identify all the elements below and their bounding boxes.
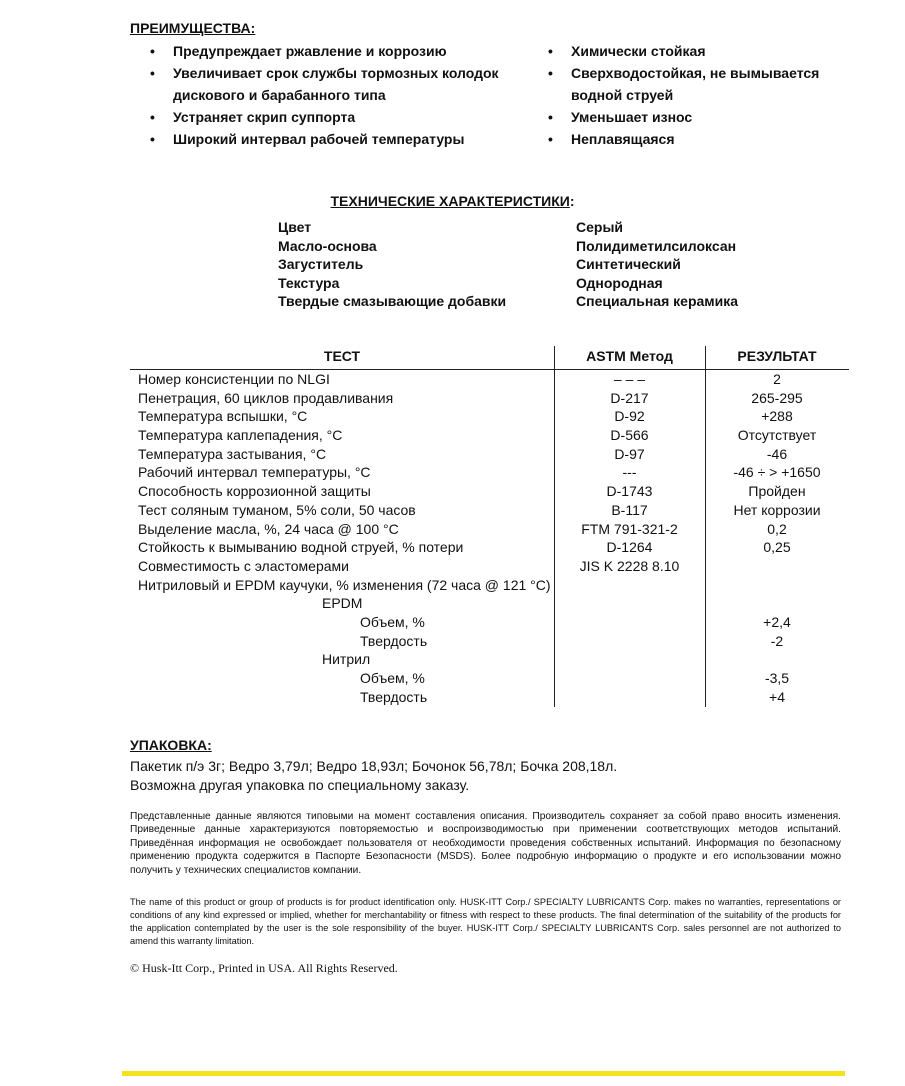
cell-test: Твердость [360, 688, 428, 705]
table-row [130, 501, 849, 520]
table-row [130, 688, 849, 707]
cell-test: Нитриловый и EPDM каучуки, % изменения (72 часа @ 121 °С) [138, 576, 551, 593]
cell-result: Пройден [748, 483, 806, 500]
cell-test: Объем, % [360, 670, 425, 686]
cell-method: D-566 [610, 427, 649, 444]
test-results-table [130, 346, 849, 706]
table-row [130, 632, 849, 651]
spec-value: Полидиметилсилоксан [576, 237, 737, 254]
table-row [130, 520, 849, 539]
cell-result: -46 [766, 445, 788, 462]
cell-test: Способность коррозионной защиты [138, 483, 371, 500]
cell-test: Совместимость с эластомерами [138, 557, 349, 574]
advantage-item: • Уменьшает износ [528, 106, 828, 128]
cell-method: D-1264 [606, 539, 653, 556]
table-row [130, 407, 849, 426]
tech-specs-list [278, 218, 838, 311]
cell-method: – – – [613, 371, 646, 387]
cell-test: Твердость [360, 632, 428, 649]
advantage-item: • Предупреждает ржавление и коррозию [130, 40, 510, 62]
table-row [130, 613, 849, 632]
packaging-note: Возможна другая упаковка по специальному заказу. [130, 777, 470, 793]
cell-test: Температура каплепадения, °С [138, 427, 343, 444]
spec-value: Синтетический [576, 256, 681, 272]
packaging-options: Пакетик п/э 3г; Ведро 3,79л; Ведро 18,93л; Бочонок 56,78л; Бочка 208,18л. [130, 758, 618, 774]
cell-test: EPDM [322, 595, 363, 612]
table-row [130, 650, 849, 669]
table-row [130, 482, 849, 501]
cell-result: -2 [770, 632, 784, 649]
cell-method: D-217 [610, 389, 649, 406]
advantages-list-right [528, 40, 828, 150]
cell-test: Температура вспышки, °С [138, 408, 308, 425]
cell-result: Нет коррозии [733, 501, 821, 518]
spec-row [278, 237, 838, 256]
spec-row [278, 255, 838, 274]
cell-test: Рабочий интервал температуры, °С [138, 464, 371, 481]
tech-specs-title-text: ТЕХНИЧЕСКИЕ ХАРАКТЕРИСТИКИ [330, 193, 570, 209]
cell-test: Номер консистенции по NLGI [138, 371, 330, 387]
table-body [130, 370, 849, 706]
spec-name: Масло-основа [278, 237, 377, 254]
advantages-title: ПРЕИМУЩЕСТВА: [130, 20, 256, 36]
table-header [130, 346, 849, 370]
cell-method: JIS K 2228 8.10 [579, 557, 680, 574]
copyright-notice: © Husk-Itt Corp., Printed in USA. All Rights Reserved. [130, 961, 398, 975]
table-row [130, 538, 849, 557]
spec-row [278, 274, 838, 293]
header-test: ТЕСТ [323, 348, 361, 364]
cell-result: -46 ÷ > +1650 [733, 464, 821, 481]
cell-method: D-97 [614, 445, 645, 462]
cell-result: 0,2 [767, 520, 787, 537]
header-method: ASTM Метод [586, 348, 673, 364]
cell-result: +4 [769, 688, 785, 705]
disclaimer-russian: Представленные данные являются типовыми на момент составления описания. Производитель сохраняет за собой право вносить изменения. Приведенные данные характеризуются повторяемостью и воспроизводимостью при применении соответствующих методов испытаний. Приведённая информация не освобождает пользователя от необходимости проведения собственных испытаний. Информация по безопасному применению продукта содержится в Паспорте Безопасности (MSDS). Более подробную информацию о продукте и его использовании можно получить у технических специалистов компании. [130, 811, 841, 876]
table-row [130, 594, 849, 613]
cell-test: Выделение масла, %, 24 часа @ 100 °С [138, 520, 399, 537]
cell-result: 265-295 [751, 389, 803, 406]
table-row [130, 445, 849, 464]
cell-result: 2 [773, 371, 781, 387]
cell-test: Объем, % [360, 613, 425, 630]
advantage-item: • Устраняет скрип суппорта [130, 106, 510, 128]
spec-row [278, 292, 838, 311]
cell-method: FTM 791-321-2 [581, 520, 678, 537]
cell-result: -3,5 [764, 670, 790, 686]
spec-row [278, 218, 838, 237]
spec-name: Текстура [278, 274, 340, 291]
table-row [130, 426, 849, 445]
cell-method: --- [622, 464, 637, 481]
advantage-item: • Увеличивает срок службы тормозных колодок дискового и барабанного типа [130, 62, 510, 106]
tech-specs-title [0, 193, 905, 209]
cell-test: Пенетрация, 60 циклов продавливания [138, 389, 394, 406]
spec-name: Твердые смазывающие добавки [278, 293, 507, 309]
cell-method: D-1743 [606, 483, 653, 500]
table-row [130, 463, 849, 482]
header-result: РЕЗУЛЬТАТ [737, 348, 817, 364]
cell-test: Нитрил [322, 651, 371, 668]
cell-test: Стойкость к вымыванию водной струей, % потери [138, 539, 464, 556]
spec-value: Серый [576, 219, 624, 235]
table-row [130, 576, 849, 595]
cell-method: D-92 [614, 408, 645, 425]
cell-result: +288 [761, 408, 793, 425]
cell-method: B-117 [611, 501, 648, 518]
cell-test: Температура застывания, °С [138, 445, 327, 462]
table-row [130, 389, 849, 408]
table-row [130, 669, 849, 688]
advantages-list-left [130, 40, 510, 150]
advantage-item: • Широкий интервал рабочей температуры [130, 128, 510, 150]
advantage-item: • Неплавящаяся [528, 128, 828, 150]
spec-name: Загуститель [278, 256, 364, 272]
tech-specs-title-colon: : [569, 193, 575, 209]
packaging-title: УПАКОВКА: [130, 737, 212, 753]
spec-value: Специальная керамика [576, 293, 739, 309]
spec-name: Цвет [278, 219, 312, 235]
table-row [130, 557, 849, 576]
cell-result: Отсутствует [737, 427, 817, 444]
disclaimer-english: The name of this product or group of products is for product identification only. HUSK-ITT Corp./ SPECIALTY LUBRICANTS Corp. makes no warranties, representations or conditions of any kind expressed or implied, whether for merchantability or fitness with respect to these products. The final determination of the suitability of the products for the application contemplated by the user is the sole responsibility of the buyer. HUSK-ITT Corp./ SPECIALTY LUBRICANTS Corp. sales personnel are not authorized to amend this warranty limitation. [130, 897, 841, 946]
footer-accent-bar [122, 1071, 845, 1076]
cell-result: +2,4 [763, 613, 791, 630]
cell-test: Тест соляным туманом, 5% соли, 50 часов [138, 501, 416, 518]
table-row [130, 370, 849, 389]
advantage-item: • Сверхводостойкая, не вымывается водной струей [528, 62, 828, 106]
spec-value: Однородная [576, 274, 663, 291]
cell-result: 0,25 [763, 539, 791, 556]
advantage-item: • Химически стойкая [528, 40, 828, 62]
